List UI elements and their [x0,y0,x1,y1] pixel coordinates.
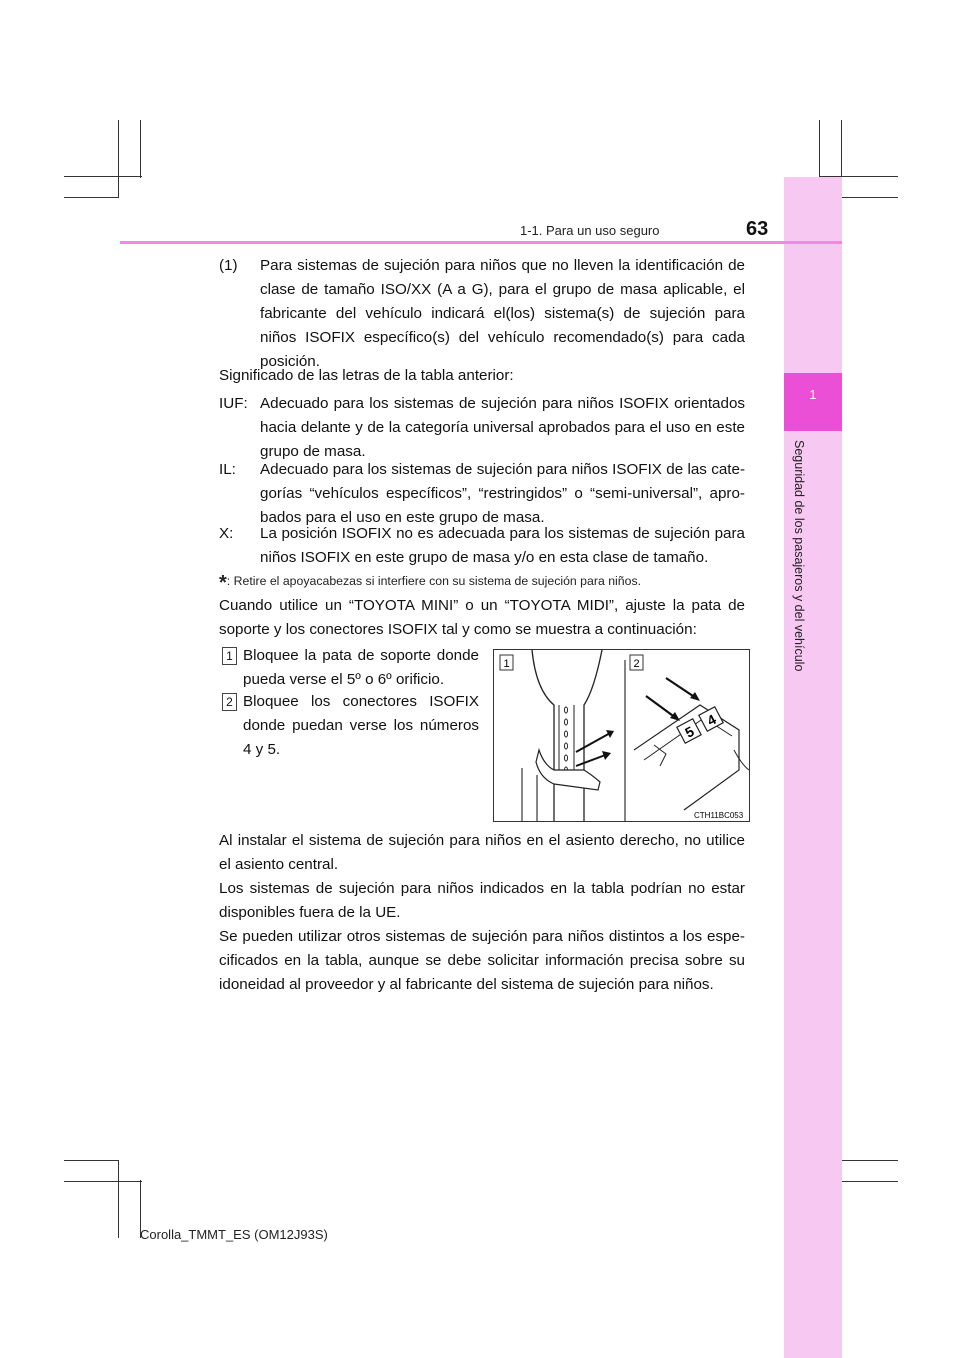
leg-holes [565,707,568,773]
chapter-title-vertical [792,440,816,690]
crop-mark [841,1160,898,1161]
arrow [646,696,676,718]
step-text: Bloquee los conectores ISOFIX donde puedan verse los números 4 y 5. [243,693,479,758]
leg-lock-collar [536,750,600,790]
crop-mark [841,120,842,178]
step-number-box: 2 [222,693,237,711]
definition-label: X: [219,525,234,542]
item-text: Para sistemas de sujeción para niños que no lleven la identificación de clase de tamaño ISO/XX (A a G), para el grupo de masa aplicable, el fabricante del vehículo indicará el(los) sistema(s) de sujeción para niños ISOFIX específico(s) del vehículo recomendado(s) para cada posición. [260,257,745,370]
seat-line [734,750,749,770]
connector-latch [654,745,666,766]
crop-mark [118,1160,119,1238]
meaning-intro: Significado de las letras de la tabla anterior: [219,367,514,384]
arrow [576,754,608,766]
definition-text: Adecuado para los sistemas de sujeción para niños ISOFIX de las cate-gorías “vehículos específicos”, “restringidos” o “semi-universal”, apro-bados para el uso en este grupo de masa. [260,461,745,526]
paragraph: Al instalar el sistema de sujeción para niños en el asiento derecho, no utilice el asiento central. [219,832,745,873]
section-title: 1-1. Para un uso seguro [520,223,660,238]
isofix-drawing [494,650,749,821]
chapter-title: Seguridad de los pasajeros y del vehículo [792,440,806,672]
item-label: (1) [219,257,238,274]
crop-mark [64,197,119,198]
step-number-box: 1 [222,647,237,665]
arrow [576,732,612,752]
toyota-intro: Cuando utilice un “TOYOTA MINI” o un “TOYOTA MIDI”, ajuste la pata de soporte y los conectores ISOFIX tal y como se muestra a continuación: [219,597,745,638]
figure-code: CTH11BC053 [694,811,744,820]
definition-text: La posición ISOFIX no es adecuada para los sistemas de sujeción para niños ISOFIX en este grupo de masa y/o en esta clase de tamaño. [260,525,745,566]
crop-mark [64,1181,142,1182]
definition-label: IUF: [219,395,248,412]
crop-mark [64,1160,119,1161]
crop-mark [841,197,898,198]
step-text: Bloquee la pata de soporte donde pueda verse el 5º o 6º orificio. [243,647,479,688]
crop-mark [118,120,119,198]
paragraph: Se pueden utilizar otros sistemas de sujeción para niños distintos a los espe-cificados en la tabla, aunque se debe solicitar información precisa sobre su idoneidad al proveedor y al fabricante del sistema de sujeción para niños. [219,928,745,993]
crop-mark [64,176,142,177]
footnote-marker: * [219,572,227,594]
connector-number-5: 5 [682,722,697,741]
crop-mark [140,120,141,178]
isofix-illustration [493,649,750,822]
arrow [666,678,696,698]
definition-label: IL: [219,461,236,478]
callout-2: 2 [633,658,640,670]
connector-number-4: 4 [704,710,719,729]
leg-outline-right [584,650,602,821]
document-id: Corolla_TMMT_ES (OM12J93S) [140,1227,328,1242]
page-number: 63 [746,218,769,240]
connector-housing [634,705,739,810]
footnote [219,572,641,595]
callout-1: 1 [503,658,510,670]
arrowhead [690,692,700,701]
header-rule [120,241,842,244]
chapter-side-tab [784,177,842,1358]
definition-text: Adecuado para los sistemas de sujeción para niños ISOFIX orientados hacia delante y de la categoría universal aprobados para el uso en este grupo de masa. [260,395,745,460]
chapter-number-tab: 1 [784,373,842,431]
footnote-text: : Retire el apoyacabezas si interfiere con su sistema de sujeción para niños. [226,574,642,588]
leg-outline-left [532,650,554,821]
paragraph: Los sistemas de sujeción para niños indicados en la tabla podrían no estar disponibles fuera de la UE. [219,880,745,921]
